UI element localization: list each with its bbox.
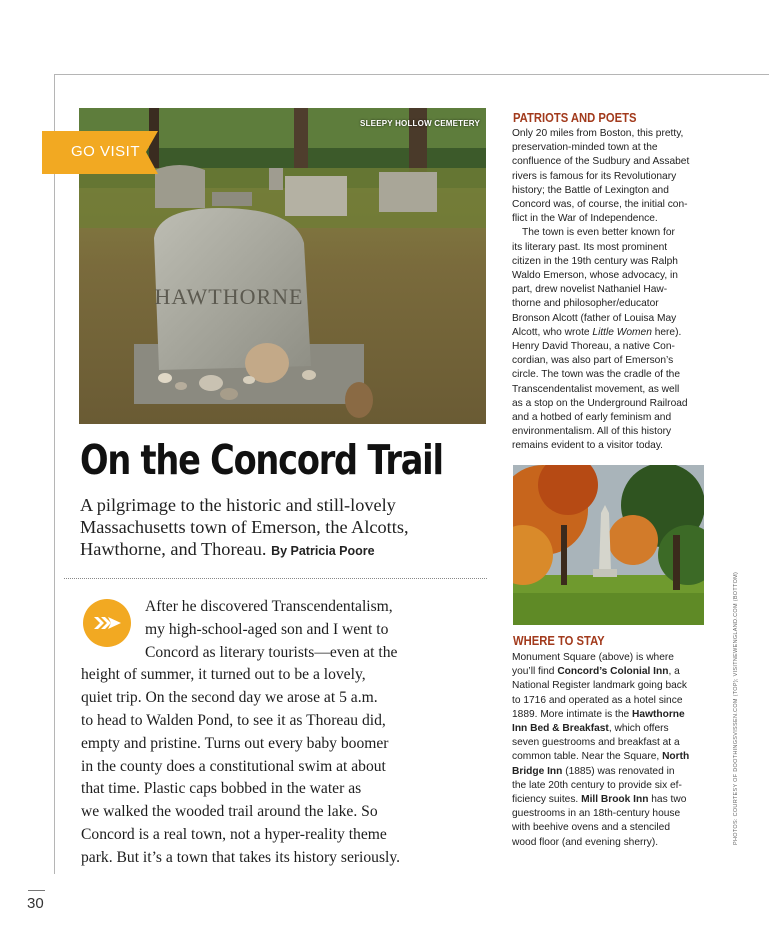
column-line: remains evident to a visitor today. [512,440,663,452]
page-number: 30 [27,895,44,912]
line-part: 1889. More intimate is the [512,708,633,720]
column-line: with beehive ovens and a stenciled [512,822,671,834]
line-part: , a [668,666,680,678]
deck-line: A pilgrimage to the historic and still-lovely [80,495,396,515]
dotted-divider [64,578,487,579]
body-line: in the county does a constitutional swim at about [81,757,386,775]
column-line: Henry David Thoreau, a native Con- [512,341,675,353]
column-line: to 1716 and operated as a hotel since [512,694,683,706]
section-body-patriots [512,127,706,454]
column-line: and a hotbed of early feminism and [512,412,672,424]
column-line: history; the Battle of Lexington and [512,184,669,196]
deck-line: Massachusetts town of Emerson, the Alcotts, [80,517,409,537]
line-part: here). [651,326,682,338]
inn-name: Concord’s Colonial Inn [557,666,669,678]
column-line: thorne and philosopher/educator [512,298,659,310]
gravestone-inscription: HAWTHORNE [154,284,304,309]
body-line: Concord as literary tourists—even at the [145,643,398,661]
body-line: height of summer, it turned out to be a lovely, [81,666,366,684]
body-line: empty and pristine. Turns out every baby boomer [81,734,389,752]
go-visit-tag: GO VISIT [71,143,141,160]
section-body-stay [512,651,706,850]
line-part: has two [648,794,687,806]
column-line: cordian, was also part of Emerson’s [512,355,674,367]
line-part: (1885) was renovated in [562,765,675,777]
column-line: rivers is famous for its Revolutionary [512,170,677,182]
column-line [512,665,706,679]
column-line: part, drew novelist Nathaniel Haw- [512,284,668,296]
column-line [512,326,706,340]
section-heading-patriots: PATRIOTS AND POETS [513,111,637,125]
body-line: After he discovered Transcendentalism, [145,598,393,615]
column-line: as a stop on the Underground Railroad [512,397,688,409]
column-line: circle. The town was the cradle of the [512,369,680,381]
body-line: to head to Walden Pond, to see it as Thoreau did, [81,711,386,729]
column-line: the late 20th century to provide six ef- [512,779,682,791]
column-line: confluence of the Sudbury and Assabet [512,156,690,168]
body-line: that time. Plastic caps bobbed in the water as [81,780,362,798]
headline: On the Concord Trail [80,436,443,484]
deck-line: Hawthorne, and Thoreau. [80,539,267,559]
column-line: Monument Square (above) is where [512,652,674,663]
column-line [512,722,706,736]
column-line: seven guestrooms and breakfast at a [512,737,680,749]
body-line: Concord is a real town, not a hyper-reality theme [81,825,387,843]
column-line: Only 20 miles from Boston, this pretty, [512,128,684,139]
column-line: Transcendentalist movement, as well [512,383,680,395]
book-title: Little Women [592,326,652,338]
inn-name: Bridge Inn [512,765,563,777]
column-line: its literary past. Its most prominent [512,241,668,253]
column-line: citizen in the 19th century was Ralph [512,255,678,267]
inn-name: Mill Brook Inn [581,794,649,806]
column-line: The town is even better known for [522,227,675,239]
deck [80,494,488,562]
line-part: , which offers [608,723,669,735]
line-part: Alcott, who wrote [512,326,593,338]
byline: By Patricia Poore [271,544,375,558]
column-line: guestrooms in an 18th-century house [512,808,681,820]
line-part: ficiency suites. [512,794,582,806]
body-line: park. But it’s a town that takes its history seriously. [81,848,401,866]
inn-name: North [662,751,690,763]
inn-name: Hawthorne [632,708,685,720]
section-heading-stay: WHERE TO STAY [513,634,605,648]
body-copy [81,596,487,870]
monument-square-photo [513,465,704,625]
column-line: preservation-minded town at the [512,142,658,154]
column-line: flict in the War of Independence. [512,213,658,225]
line-part: common table. Near the Square, [512,751,663,763]
column-line: wood floor (and evening sherry). [512,836,659,848]
body-line: my high-school-aged son and I went to [145,620,389,638]
body-line: we walked the wooded trail around the lake. So [81,803,378,821]
column-line [512,765,706,779]
folio-rule [28,890,45,891]
column-line [512,750,706,764]
column-line: Bronson Alcott (father of Louisa May [512,312,677,324]
column-line [512,793,706,807]
column-line: environmentalism. All of this history [512,426,672,438]
body-line: quiet trip. On the second day we arose at 5 a.m. [81,689,378,707]
inn-name: Inn Bed & Breakfast [512,723,609,735]
column-line [512,708,706,722]
photo-credit: PHOTOS: COURTESY OF DOOTHINGSVISSEN.COM (TOP); VISITNEWENGLAND.COM (BOTTOM) [733,571,739,845]
line-part: you’ll find [512,666,558,678]
column-line: National Register landmark going back [512,680,687,692]
column-line: Waldo Emerson, whose advocacy, in [512,270,678,282]
column-line: Concord was, of course, the initial con- [512,199,688,211]
photo-caption: SLEEPY HOLLOW CEMETERY [360,119,480,128]
